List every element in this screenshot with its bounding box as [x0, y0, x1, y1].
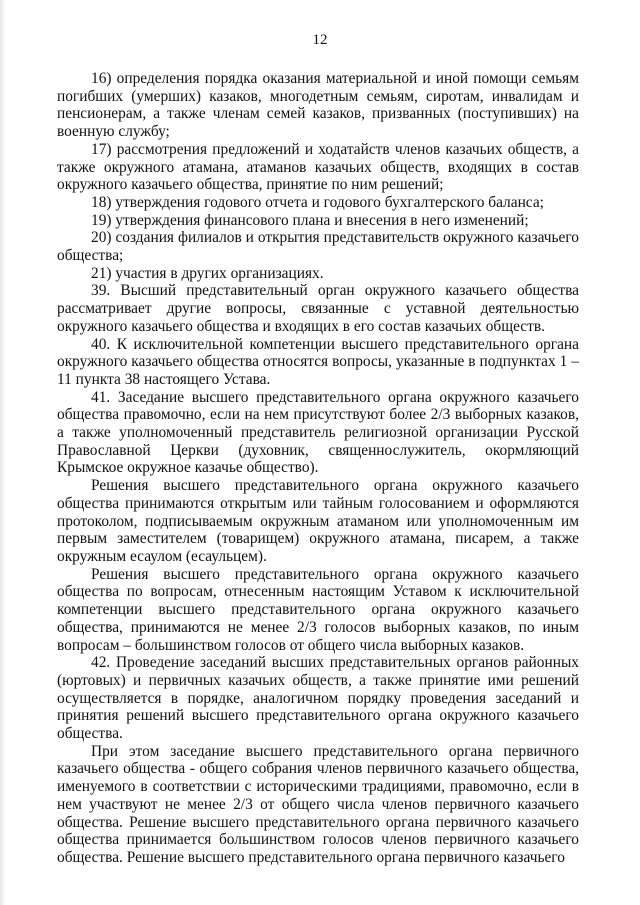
paragraph: 19) утверждения финансового плана и внесения в него изменений; [91, 211, 529, 229]
paragraph: 18) утверждения годового отчета и годового бухгалтерского баланса; [91, 193, 544, 211]
paragraph: 16) определения порядка оказания материальной и иной помощи семьям погибших (умерших) казаков, многодетным семьям, сиротам, инвалидам и пенсионерам, а также членам семей казаков, призванных (поступивших) на военную службу; [57, 70, 579, 141]
paragraph: Решения высшего представительного органа окружного казачьего общества принимаются открытым или тайным голосованием и оформляются протоколом, подписываемым окружным атаманом или уполномоченным им первым заместителем (товарищем) окружного атамана, писарем, а также окружным есаулом (есаульцем). [57, 477, 579, 565]
paragraph: 40. К исключительной компетенции высшего представительного органа окружного казачьего общества относятся вопросы, указанные в подпунктах 1 – 11 пункта 38 настоящего Устава. [57, 335, 579, 388]
paragraph: 39. Высший представительный орган окружного казачьего общества рассматривает другие вопросы, связанные с уставной деятельностью окружного казачьего общества и входящих в его состав казачьих обществ. [57, 282, 579, 335]
scan-edge [0, 0, 5, 905]
paragraph: 41. Заседание высшего представительного органа окружного казачьего общества правомочно, если на нем присутствуют более 2/3 выборных казаков, а также уполномоченный представитель религиозной организации Русской Православной Церкви (духовник, священнослужитель, окормляющий Крымское окружное казачье общество). [57, 388, 579, 477]
paragraph: 20) создания филиалов и открытия представительств окружного казачьего общества; [57, 229, 579, 265]
paragraph: 17) рассмотрения предложений и ходатайств членов казачьих обществ, а также окружного атамана, атаманов казачьих обществ, входящих в состав окружного казачьего общества, принятие по ним решений; [57, 140, 579, 194]
paragraph: 42. Проведение заседаний высших представительных органов районных (юртовых) и первичных казачьих обществ, а также принятие ими решений осуществляется в порядке, аналогичном порядку проведения заседаний и принятия решений высшего представительного органа окружного казачьего общества. [57, 654, 579, 743]
paragraph: При этом заседание высшего представительного органа первичного казачьего общества - общего собрания членов первичного казачьего общества, именуемого в соответствии с историческими традициями, правомочно, если в нем участвуют не менее 2/3 от общего числа членов первичного казачьего общества. Решение высшего представительного органа первичного казачьего общества принимается большинством голосов членов первичного казачьего общества. Решение высшего представительного органа первичного казачьего [57, 742, 579, 866]
paragraph: 21) участия в других организациях. [91, 264, 324, 282]
page-number: 12 [312, 32, 328, 48]
document-body [57, 70, 579, 867]
paragraph: Решения высшего представительного органа окружного казачьего общества по вопросам, отнесенным настоящим Уставом к исключительной компетенции высшего представительного органа окружного казачьего общества, принимаются не менее 2/3 голосов выборных казаков, по иным вопросам – большинством голосов от общего числа выборных казаков. [57, 565, 579, 654]
